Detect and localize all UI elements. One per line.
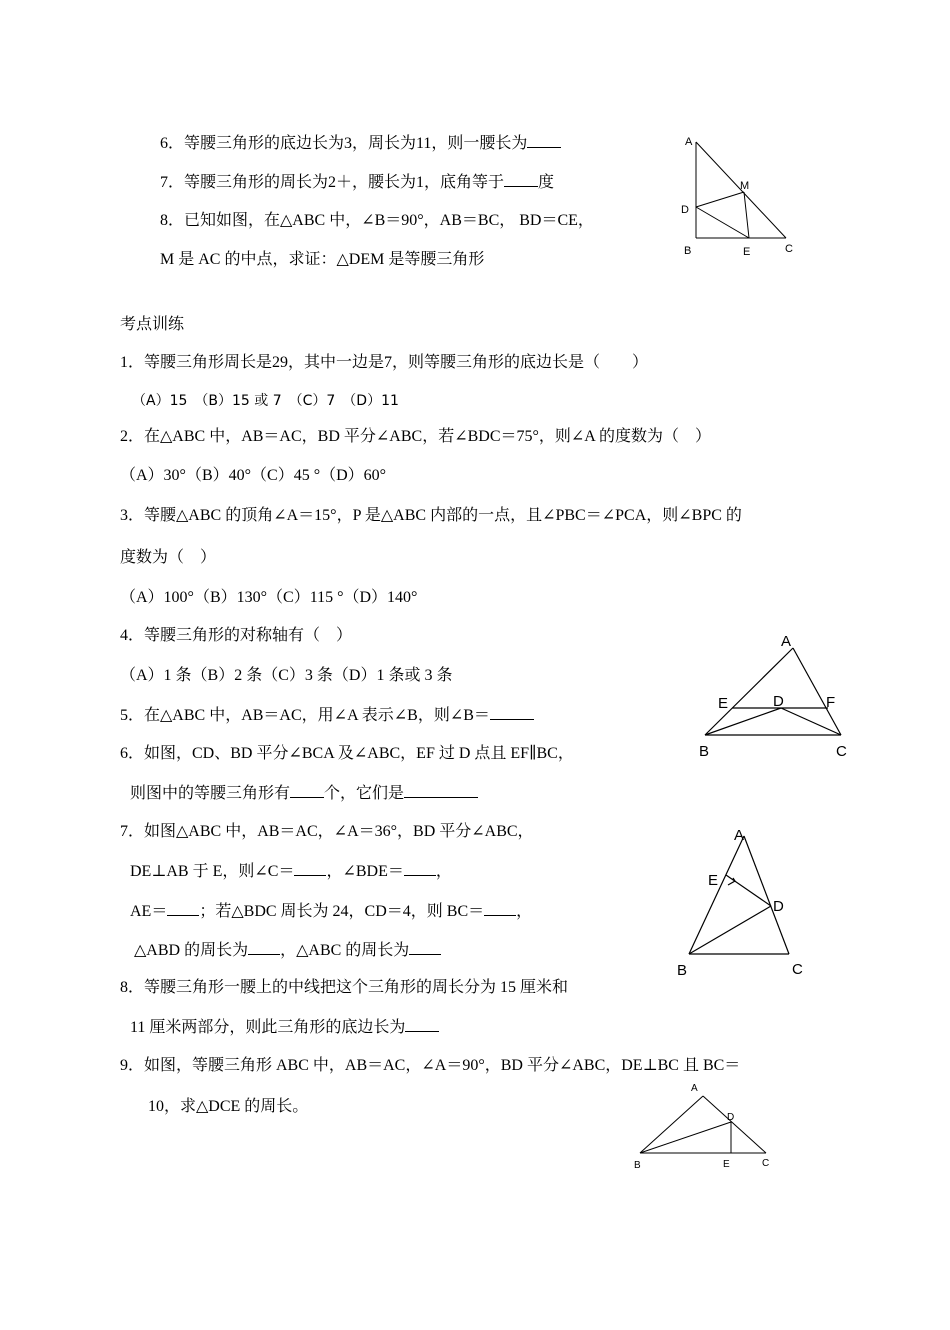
problem-8-line1: 8．等腰三角形一腰上的中线把这个三角形的周长分为 15 厘米和 bbox=[120, 979, 569, 996]
label-B: B bbox=[699, 743, 710, 760]
label-E: E bbox=[743, 246, 751, 258]
problem-7-line4: △ABD 的周长为 ，△ABC 的周长为 bbox=[134, 940, 441, 961]
label-C: C bbox=[836, 743, 847, 760]
problem-3-line1: 3．等腰△ABC 的顶角∠A＝15°，P 是△ABC 内部的一点，且∠PBC＝∠PCA，则∠BPC 的 bbox=[120, 507, 742, 524]
label-D: D bbox=[727, 1112, 735, 1123]
label-E: E bbox=[708, 872, 719, 889]
figure-2 bbox=[695, 628, 860, 763]
answer-blank[interactable] bbox=[404, 783, 478, 798]
problem-4: 4．等腰三角形的对称轴有（ ） bbox=[120, 627, 353, 644]
answer-blank[interactable] bbox=[248, 940, 280, 955]
answer-blank[interactable] bbox=[504, 172, 538, 187]
label-A: A bbox=[691, 1083, 698, 1094]
problem-7-line3: AE＝ ；若△BDC 周长为 24，CD＝4，则 BC＝ ， bbox=[130, 903, 533, 920]
answer-blank[interactable] bbox=[167, 901, 199, 916]
problem-6-line1: 6．如图，CD、BD 平分∠BCA 及∠ABC，EF 过 D 点且 EF∥BC， bbox=[120, 745, 574, 762]
label-B: B bbox=[677, 962, 688, 979]
label-A: A bbox=[734, 827, 745, 844]
label-D: D bbox=[773, 898, 784, 915]
question-6: 6．等腰三角形的底边长为3，周长为11，则一腰长为 bbox=[160, 133, 561, 154]
problem-3-options: （A）100°（B）130°（C）115 °（D）140° bbox=[120, 589, 418, 606]
label-E: E bbox=[718, 695, 729, 712]
question-8-line1: 8．已知如图，在△ABC 中，∠B＝90°，AB＝BC， BD＝CE， bbox=[160, 212, 594, 229]
problem-8-line2: 11 厘米两部分，则此三角形的底边长为 bbox=[130, 1017, 439, 1038]
label-C: C bbox=[762, 1158, 770, 1169]
problem-1: 1．等腰三角形周长是29，其中一边是7，则等腰三角形的底边长是（ ） bbox=[120, 354, 649, 371]
problem-9-line1: 9．如图，等腰三角形 ABC 中，AB＝AC，∠A＝90°，BD 平分∠ABC，DE⊥BC 且 BC＝ bbox=[120, 1057, 741, 1074]
problem-7-line1: 7．如图△ABC 中，AB＝AC，∠A＝36°，BD 平分∠ABC， bbox=[120, 823, 534, 840]
problem-2: 2．在△ABC 中，AB＝AC，BD 平分∠ABC，若∠BDC＝75°，则∠A 的度数为（ ） bbox=[120, 428, 711, 445]
label-E: E bbox=[723, 1159, 730, 1170]
answer-blank[interactable] bbox=[409, 940, 441, 955]
problem-4-options: （A）1 条（B）2 条（C）3 条（D）1 条或 3 条 bbox=[120, 667, 453, 684]
label-A: A bbox=[685, 136, 693, 148]
problem-6-line2: 则图中的等腰三角形有 个，它们是 bbox=[130, 783, 478, 804]
answer-blank[interactable] bbox=[404, 861, 436, 876]
answer-blank[interactable] bbox=[294, 861, 326, 876]
problem-3-line2: 度数为（ ） bbox=[120, 549, 217, 566]
answer-blank[interactable] bbox=[527, 133, 561, 148]
label-A: A bbox=[781, 633, 792, 650]
figure-1 bbox=[670, 130, 800, 260]
question-8-line2: M 是 AC 的中点，求证：△DEM 是等腰三角形 bbox=[160, 251, 485, 268]
label-B: B bbox=[634, 1160, 641, 1171]
problem-9-line2: 10，求△DCE 的周长。 bbox=[148, 1098, 309, 1115]
answer-blank[interactable] bbox=[290, 783, 324, 798]
question-7: 7．等腰三角形的周长为2＋，腰长为1，底角等于 度 bbox=[160, 174, 555, 191]
label-D: D bbox=[681, 204, 689, 216]
problem-7-line2: DE⊥AB 于 E，则∠C＝ ，∠BDE＝ ， bbox=[130, 863, 452, 880]
label-M: M bbox=[740, 180, 750, 192]
figure-4 bbox=[628, 1078, 778, 1173]
label-D: D bbox=[773, 693, 784, 710]
problem-5: 5．在△ABC 中，AB＝AC，用∠A 表示∠B，则∠B＝ bbox=[120, 705, 534, 726]
answer-blank[interactable] bbox=[484, 901, 516, 916]
figure-3 bbox=[672, 822, 812, 982]
label-C: C bbox=[785, 243, 793, 255]
problem-1-options: （A）15 （B）15 或 7 （C）7 （D）11 bbox=[132, 393, 399, 409]
answer-blank[interactable] bbox=[405, 1017, 439, 1032]
problem-2-options: （A）30°（B）40°（C）45 °（D）60° bbox=[120, 467, 387, 484]
section-title: 考点训练 bbox=[120, 316, 185, 333]
answer-blank[interactable] bbox=[490, 705, 534, 720]
label-F: F bbox=[826, 694, 836, 711]
label-B: B bbox=[684, 245, 692, 257]
label-C: C bbox=[792, 961, 803, 978]
